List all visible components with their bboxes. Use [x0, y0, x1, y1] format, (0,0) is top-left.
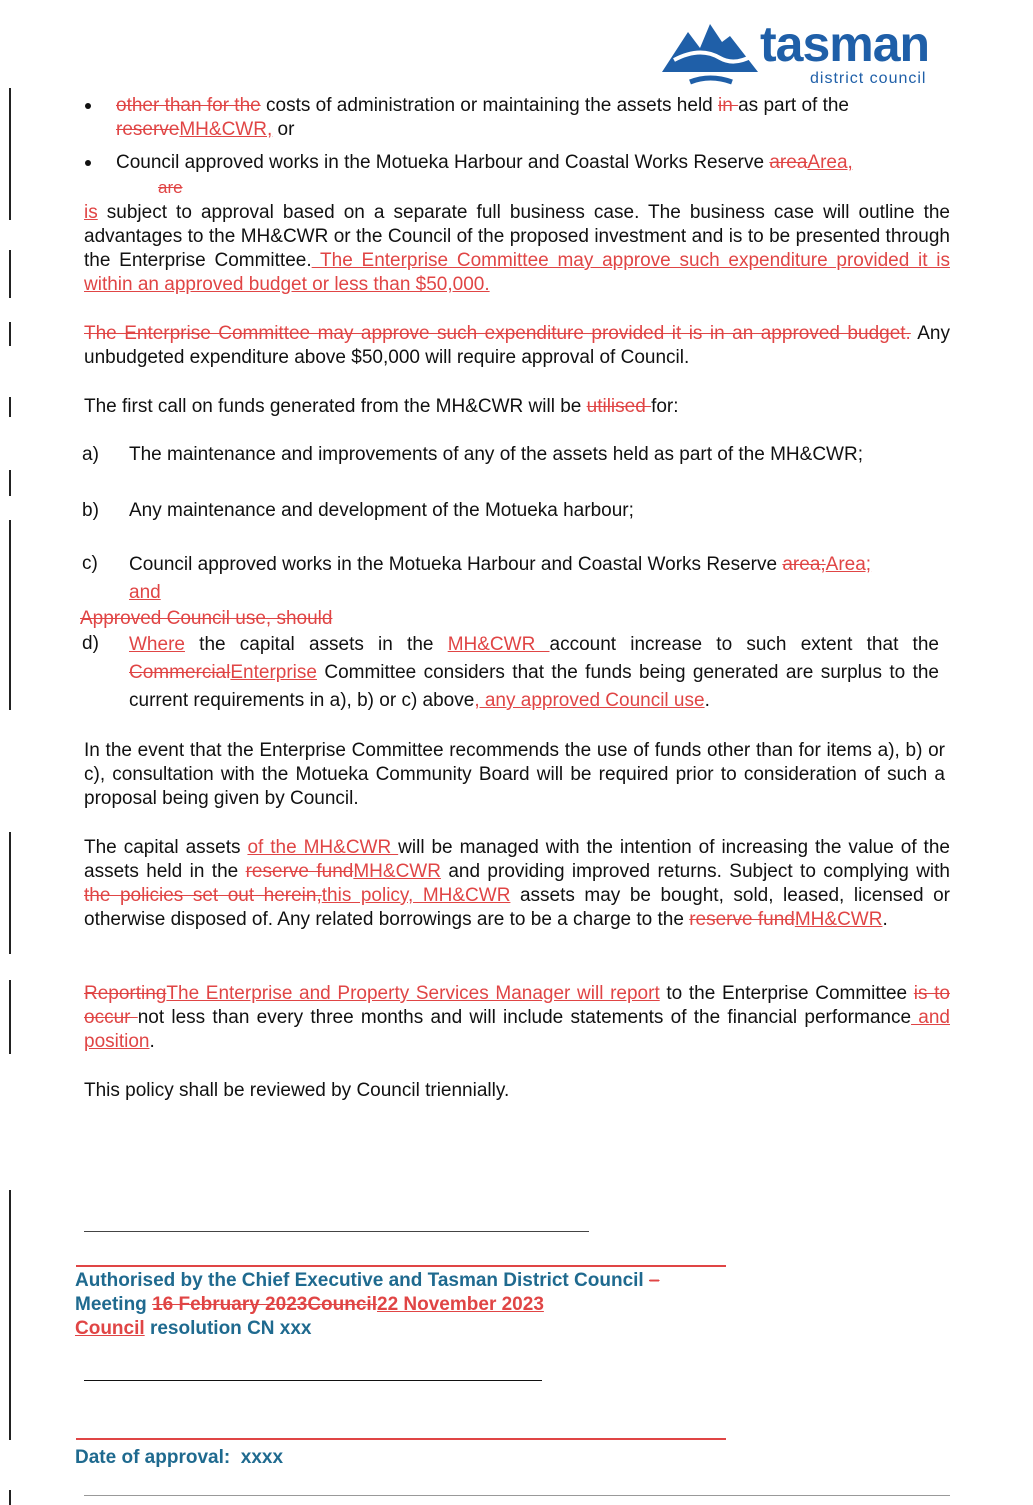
- bullet-dot: [85, 160, 91, 166]
- inserted-text: Area,: [807, 152, 853, 173]
- logo-subtitle: district council: [810, 70, 927, 87]
- change-bar: [9, 1190, 11, 1440]
- paragraph-consultation: In the event that the Enterprise Committee recommends the use of funds other than for items a), b) or c), consultation with the Motueka Community Board will be required prior to consideration of such a proposal being given by Council.: [84, 740, 945, 809]
- change-bar: [9, 520, 11, 710]
- change-bar: [9, 980, 11, 1054]
- deleted-text: utilised: [586, 396, 652, 417]
- change-bar: [9, 397, 11, 417]
- deleted-text: –: [648, 1270, 660, 1291]
- deleted-text: reserve: [116, 119, 180, 140]
- body-text: not less than every three months and will include statements of the financial performance: [137, 1007, 912, 1028]
- body-text: subject to approval based on a separate full business case. The business case will outline the advantages to the MH&CWR or the Council of the proposed investment and is to be presented through the Enterprise Committee.: [84, 202, 950, 271]
- list-item-a: The maintenance and improvements of any of the assets held as part of the MH&CWR;: [129, 444, 863, 465]
- deleted-text: is to occur: [84, 983, 950, 1028]
- inserted-text: Where: [129, 634, 185, 655]
- body-text: costs of administration or maintaining the assets held: [260, 95, 719, 116]
- body-text: the capital assets in the: [184, 634, 448, 655]
- paragraph-business-case: [84, 201, 950, 297]
- inserted-text: this policy, MH&CWR: [321, 885, 511, 906]
- inserted-text: MH&CWR: [447, 634, 550, 655]
- change-bar: [9, 322, 11, 346]
- authorised-text: Authorised by the Chief Executive and Tasman District Council: [75, 1270, 649, 1291]
- change-bar: [9, 832, 11, 954]
- deleted-text: are: [158, 178, 183, 197]
- body-text: Council approved works in the Motueka Harbour and Coastal Works Reserve: [116, 152, 770, 173]
- authorised-text: Meeting: [75, 1294, 153, 1315]
- inserted-text: Council: [75, 1318, 145, 1339]
- body-text: .: [704, 690, 710, 711]
- paragraph-capital-assets: [84, 836, 950, 932]
- body-text: to the Enterprise Committee: [659, 983, 914, 1004]
- list-label-d: d): [82, 633, 99, 654]
- inserted-rule: [76, 1438, 726, 1440]
- inserted-text: MH&CWR: [353, 861, 441, 882]
- body-text: The first call on funds generated from the MH&CWR will be: [84, 396, 587, 417]
- inserted-text: and position: [84, 1007, 950, 1052]
- body-text: for:: [651, 396, 679, 417]
- inserted-text: of the MH&CWR: [247, 837, 399, 858]
- body-text: Committee considers that the funds being generated are surplus to the current requirements in a), b) or c) above: [129, 662, 939, 711]
- inserted-text: Area;: [825, 554, 872, 575]
- body-text: and providing improved returns.: [440, 861, 730, 882]
- signature-line: [84, 1380, 542, 1381]
- inserted-text: and: [129, 582, 161, 603]
- inserted-text: MH&CWR: [794, 909, 883, 930]
- list-item-b: Any maintenance and development of the Motueka harbour;: [129, 500, 634, 521]
- body-text: as part of the: [738, 95, 849, 116]
- signature-line: [84, 1231, 589, 1232]
- tasman-logo: [660, 12, 950, 92]
- body-text: assets may be bought, sold, leased, licensed or otherwise disposed of.: [84, 885, 950, 930]
- deleted-text: Approved Council use, should: [80, 608, 333, 629]
- change-bar: [9, 250, 11, 298]
- date-of-approval: [75, 1446, 475, 1470]
- deleted-text: Reporting: [84, 983, 167, 1004]
- change-bar: [9, 1490, 11, 1505]
- authorised-block: [75, 1269, 775, 1341]
- body-text: Any related borrowings are to be a charge to the: [277, 909, 690, 930]
- deleted-text: other than for the: [116, 95, 261, 116]
- bullet-dot: [85, 103, 91, 109]
- body-text: Subject to complying with: [729, 861, 950, 882]
- deleted-text: the policies set out herein,: [84, 885, 322, 906]
- inserted-rule: [76, 1265, 726, 1267]
- inserted-text: The Enterprise and Property Services Manager will report: [166, 983, 660, 1004]
- list-item-d: [129, 631, 939, 715]
- paragraph-reporting: [84, 982, 950, 1054]
- body-text: Council approved works in the Motueka Harbour and Coastal Works Reserve: [129, 554, 783, 575]
- bullet-item: [116, 151, 958, 175]
- deleted-text: area;: [782, 554, 826, 575]
- paragraph-approval: [84, 322, 950, 370]
- change-bar: [9, 88, 11, 220]
- inserted-text: The Enterprise Committee may approve such expenditure provided it is within an approved budget or less than $50,000.: [84, 250, 950, 295]
- deleted-text: 16 February 2023Council: [152, 1294, 377, 1315]
- body-text: or: [272, 119, 295, 140]
- change-bar: [9, 470, 11, 496]
- body-text: .: [882, 909, 888, 930]
- approval-label: Date of approval:: [75, 1447, 231, 1468]
- body-text: Any unbudgeted expenditure above $50,000 will require approval of Council.: [84, 323, 950, 368]
- inserted-text: MH&CWR,: [179, 119, 273, 140]
- paragraph-first-call: [84, 395, 950, 419]
- authorised-text: resolution CN xxx: [144, 1318, 312, 1339]
- list-label-b: b): [82, 500, 99, 521]
- bullet-item: [116, 94, 958, 142]
- deleted-text: area: [769, 152, 808, 173]
- footer-rule: [84, 1495, 950, 1496]
- inserted-text: Enterprise: [230, 662, 317, 683]
- deleted-text: The Enterprise Committee may approve such expenditure provided it is in an approved budget.: [84, 323, 911, 344]
- approval-value: xxxx: [240, 1447, 284, 1468]
- body-text: will be managed with the intention of increasing the value of the assets held in the: [84, 837, 950, 882]
- deleted-text: in: [718, 95, 739, 116]
- body-text: account increase to such extent that the: [549, 634, 939, 655]
- deleted-text: reserve fund: [245, 861, 354, 882]
- paragraph-review: This policy shall be reviewed by Council triennially.: [84, 1080, 510, 1101]
- list-label-c: c): [82, 553, 98, 574]
- tasman-mountain-icon: [660, 16, 760, 86]
- deleted-text: Commercial: [129, 662, 231, 683]
- inserted-text: , any approved Council use: [474, 690, 705, 711]
- inserted-text: is: [84, 202, 98, 223]
- list-label-a: a): [82, 444, 99, 465]
- deleted-text: reserve fund: [689, 909, 795, 930]
- body-text: .: [149, 1031, 155, 1052]
- logo-name: tasman: [760, 16, 930, 72]
- inserted-text: 22 November 2023: [377, 1294, 544, 1315]
- body-text: The capital assets: [84, 837, 248, 858]
- list-item-c: [129, 551, 964, 607]
